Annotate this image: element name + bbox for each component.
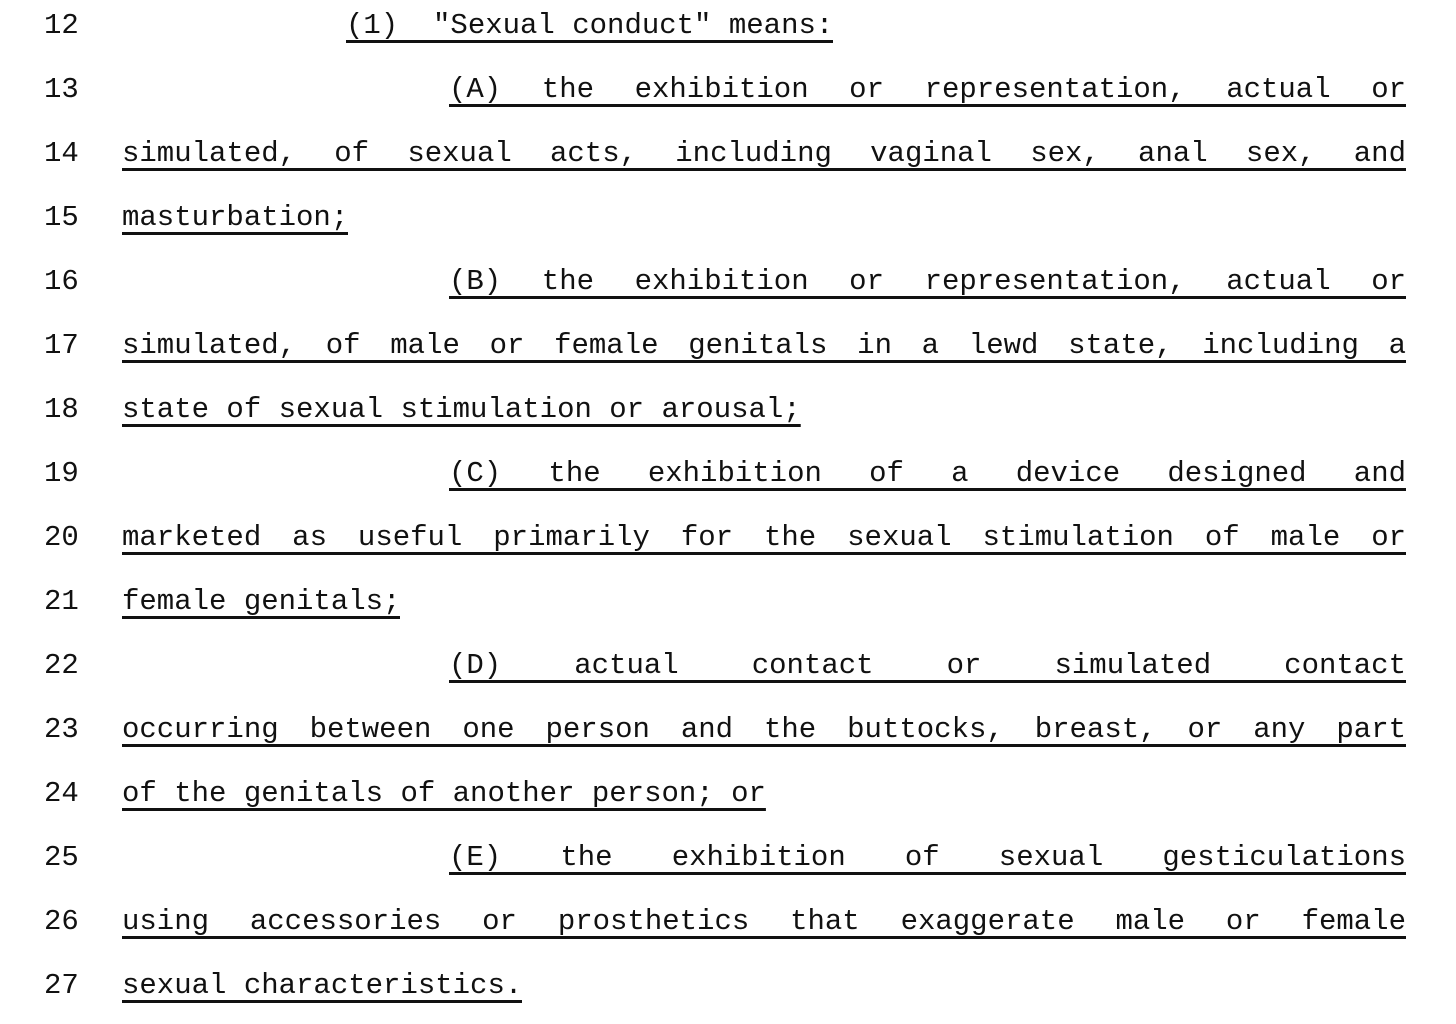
line-text: masturbation; — [122, 201, 349, 234]
bill-line — [0, 832, 1456, 896]
bill-line — [0, 64, 1456, 128]
bill-line — [0, 192, 1456, 256]
line-text: simulated, of male or female genitals in a lewd state, including a — [122, 329, 1406, 362]
line-text: occurring between one person and the buttocks, breast, or any part — [122, 713, 1406, 746]
line-text: (E) the exhibition of sexual gesticulations — [449, 841, 1406, 874]
line-number: 19 — [44, 457, 79, 490]
bill-line — [0, 768, 1456, 832]
line-text: (B) the exhibition or representation, actual or — [449, 265, 1406, 298]
line-number: 15 — [44, 201, 79, 234]
line-number: 25 — [44, 841, 79, 874]
bill-line — [0, 704, 1456, 768]
line-number: 16 — [44, 265, 79, 298]
bill-line — [0, 640, 1456, 704]
line-text: of the genitals of another person; or — [122, 777, 766, 810]
line-text: (C) the exhibition of a device designed and — [449, 457, 1406, 490]
line-text: marketed as useful primarily for the sexual stimulation of male or — [122, 521, 1406, 554]
line-text: female genitals; — [122, 585, 401, 618]
bill-line — [0, 576, 1456, 640]
line-number: 23 — [44, 713, 79, 746]
bill-line — [0, 512, 1456, 576]
line-number: 24 — [44, 777, 79, 810]
bill-line — [0, 256, 1456, 320]
line-number: 21 — [44, 585, 79, 618]
bill-line — [0, 384, 1456, 448]
line-number: 13 — [44, 73, 79, 106]
line-text: (1) "Sexual conduct" means: — [346, 9, 834, 42]
line-number: 17 — [44, 329, 79, 362]
line-text: state of sexual stimulation or arousal; — [122, 393, 801, 426]
bill-line — [0, 448, 1456, 512]
line-text: sexual characteristics. — [122, 969, 523, 1002]
line-number: 12 — [44, 9, 79, 42]
line-number: 18 — [44, 393, 79, 426]
line-number: 26 — [44, 905, 79, 938]
line-text: (A) the exhibition or representation, actual or — [449, 73, 1406, 106]
line-number: 27 — [44, 969, 79, 1002]
bill-line — [0, 960, 1456, 1024]
bill-line — [0, 128, 1456, 192]
line-number: 14 — [44, 137, 79, 170]
line-text: simulated, of sexual acts, including vaginal sex, anal sex, and — [122, 137, 1406, 170]
bill-line — [0, 896, 1456, 960]
bill-line — [0, 0, 1456, 64]
line-text: (D) actual contact or simulated contact — [449, 649, 1406, 682]
bill-line — [0, 320, 1456, 384]
line-number: 22 — [44, 649, 79, 682]
line-number: 20 — [44, 521, 79, 554]
line-text: using accessories or prosthetics that exaggerate male or female — [122, 905, 1406, 938]
